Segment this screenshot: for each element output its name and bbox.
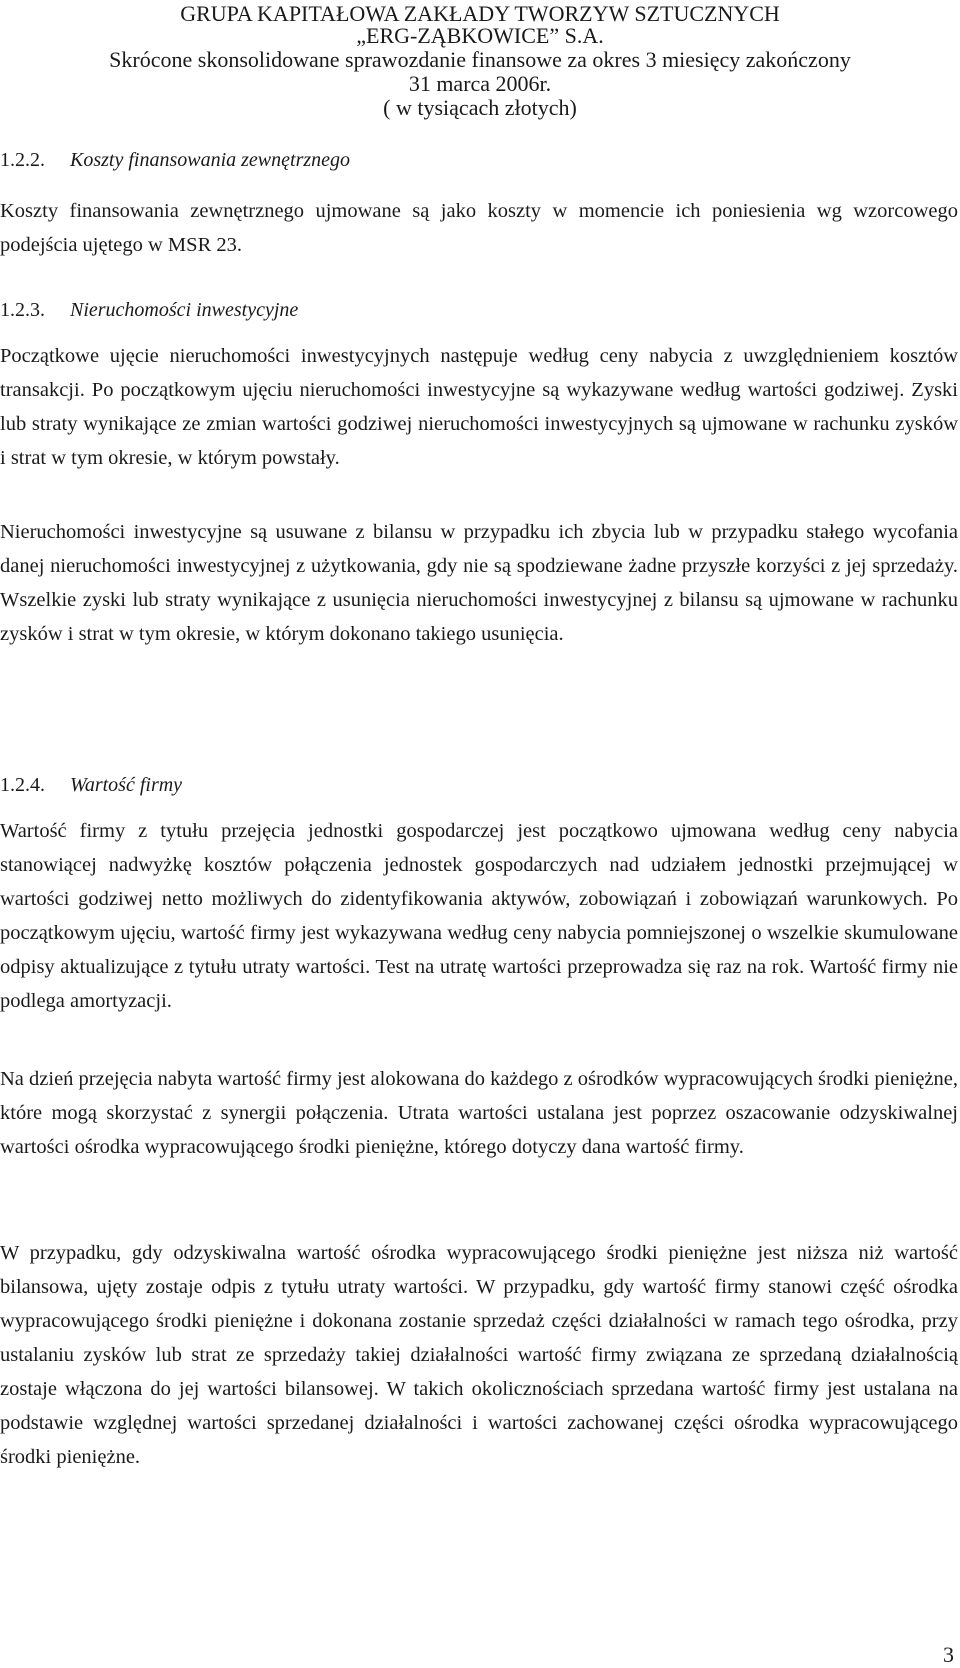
header-company-group: GRUPA KAPITAŁOWA ZAKŁADY TWORZYW SZTUCZNYCH [180, 1, 780, 26]
section-heading [0, 773, 182, 797]
section-title: Nieruchomości inwestycyjne [70, 299, 299, 321]
section-number: 1.2.4. [0, 774, 45, 796]
paragraph: Początkowe ujęcie nieruchomości inwestycyjnych następuje według ceny nabycia z uwzględnieniem kosztów transakcji. Po początkowym ujęciu nieruchomości inwestycyjne są wykazywane według wartości godziwej. Zyski lub straty wynikające ze zmian wartości godziwej nieruchomości inwestycyjnych są ujmowane w rachunku zysków i strat w tym okresie, w którym powstały. [0, 345, 958, 469]
paragraph: Nieruchomości inwestycyjne są usuwane z bilansu w przypadku ich zbycia lub w przypadku stałego wycofania danej nieruchomości inwestycyjnej z użytkowania, gdy nie są spodziewane żadne przyszłe korzyści z jej sprzedaży. Wszelkie zyski lub straty wynikające z usunięcia nieruchomości inwestycyjnej z bilansu są ujmowane w rachunku zysków i strat w tym okresie, w którym dokonano takiego usunięcia. [0, 521, 958, 645]
section-title: Wartość firmy [70, 774, 183, 796]
paragraph: Na dzień przejęcia nabyta wartość firmy jest alokowana do każdego z ośrodków wypracowujących środki pieniężne, które mogą skorzystać z synergii połączenia. Utrata wartości ustalana jest poprzez oszacowanie odzyskiwalnej wartości ośrodka wypracowującego środki pieniężne, którego dotyczy dana wartość firmy. [0, 1068, 959, 1158]
paragraph: W przypadku, gdy odzyskiwalna wartość ośrodka wypracowującego środki pieniężne jest niższa niż wartość bilansowa, ujęty zostaje odpis z tytułu utraty wartości. W przypadku, gdy wartość firmy stanowi część ośrodka wypracowującego środki pieniężne i dokonana zostanie sprzedaż części działalności w ramach tego ośrodka, przy ustalaniu zysków lub strat ze sprzedaży takiej działalności wartość firmy związana ze sprzedaną działalnością zostaje włączona do jej wartości bilansowej. W takich okolicznościach sprzedana wartość firmy jest ustalana na podstawie względnej wartości sprzedanej działalności i wartości zachowanej części ośrodka wypracowującego środki pieniężne. [0, 1242, 958, 1468]
section-heading [0, 148, 350, 172]
page-number: 3 [943, 1642, 954, 1667]
paragraph: Wartość firmy z tytułu przejęcia jednostki gospodarczej jest początkowo ujmowana według ceny nabycia stanowiącej nadwyżkę kosztów połączenia jednostek gospodarczych nad udziałem jednostki przejmującej w wartości godziwej netto możliwych do zidentyfikowania aktywów, zobowiązań i zobowiązań warunkowych. Po początkowym ujęciu, wartość firmy jest wykazywana według ceny nabycia pomniejszonej o wszelkie skumulowane odpisy aktualizujące z tytułu utraty wartości. Test na utratę wartości przeprowadza się raz na rok. Wartość firmy nie podlega amortyzacji. [0, 820, 958, 1012]
header-report-date: 31 marca 2006r. [408, 71, 552, 96]
header-report-title: Skrócone skonsolidowane sprawozdanie finansowe za okres 3 miesięcy zakończony [109, 47, 851, 72]
section-heading [0, 298, 298, 322]
header-currency-note: ( w tysiącach złotych) [383, 95, 577, 120]
paragraph: Koszty finansowania zewnętrznego ujmowane są jako koszty w momencie ich poniesienia wg wzorcowego podejścia ujętego w MSR 23. [0, 200, 958, 256]
section-number: 1.2.3. [0, 299, 45, 321]
header-company-name: „ERG-ZĄBKOWICE” S.A. [356, 23, 604, 48]
section-title: Koszty finansowania zewnętrznego [70, 149, 351, 171]
section-number: 1.2.2. [0, 149, 45, 171]
